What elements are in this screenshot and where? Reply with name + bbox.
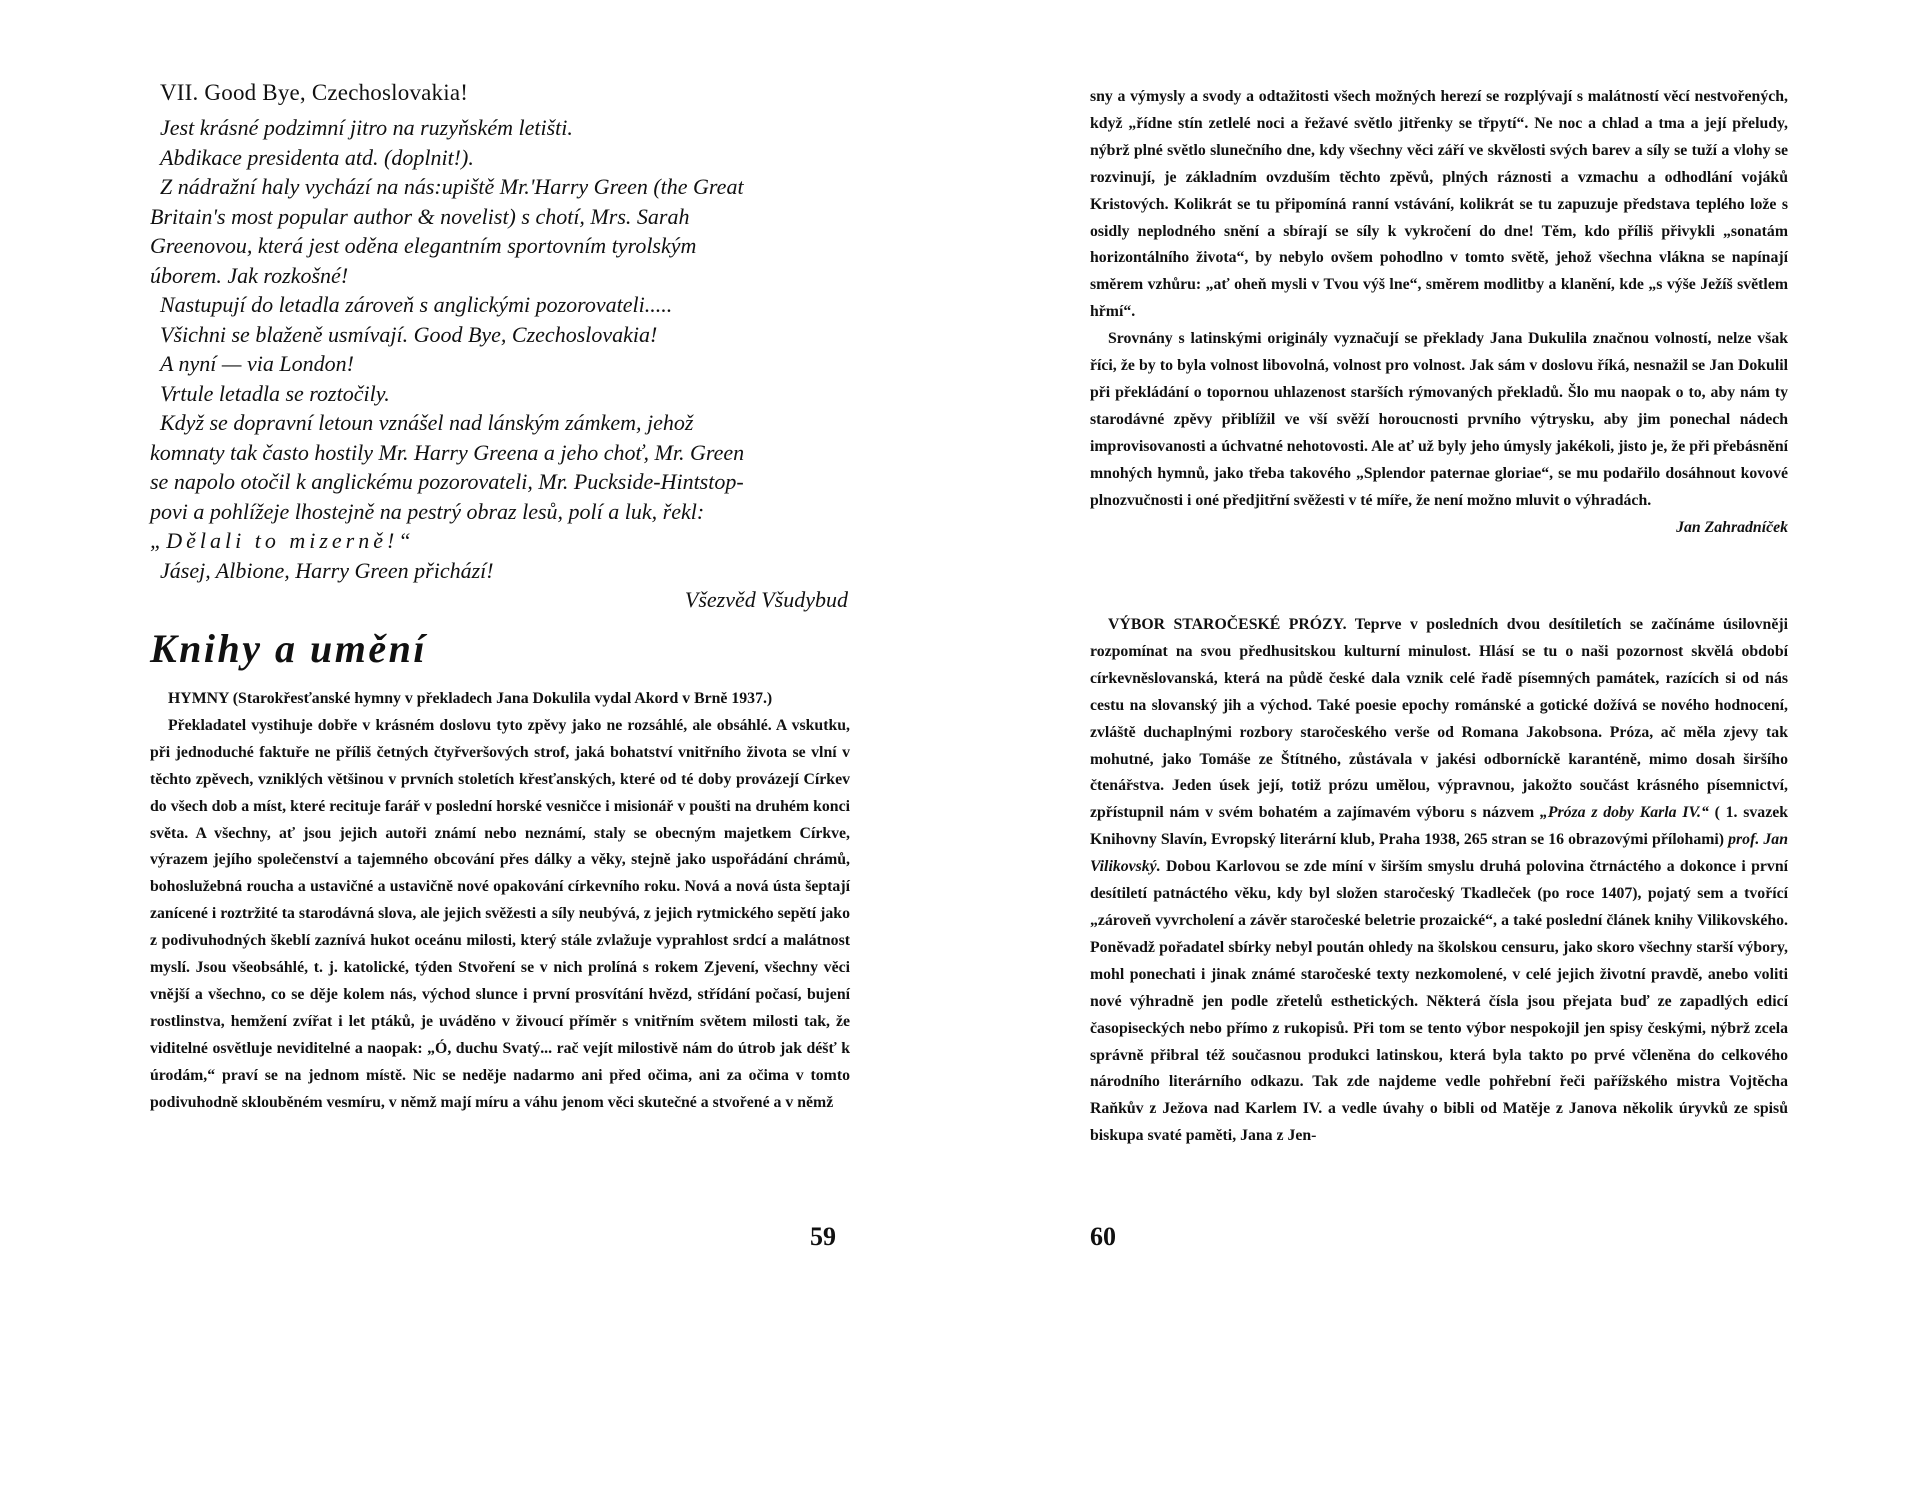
- review-hymny: [150, 686, 850, 1117]
- poem: [150, 113, 850, 615]
- review-text: VÝBOR STAROČESKÉ PRÓZY. Teprve v posledních dvou desítiletích se začínáme úsilovněji rozpomínat na svou předhusitskou kulturní minulost. Hlásí se tu o naši pozornost skvělá období církevněslovanská, která na půdě české dala vznik celé řadě písemných památek, razících si od nás cestu na slovanský jih a východ. Také poesie epochy románské a gotické dožívá se nového hodnocení, zvláště duchaplnými rozbory staročeského verše od Romana Jakobsona. Próza, ač měla zjevy tak mohutné, jako Tomáše ze Štítného, zůstávala v jakési odborníckě karanténě, mimo dosah širšího čtenářstva. Jeden úsek její, totiž prózu umělou, výpravnou, jakožto součást krásného písemnictví, zpřístupnil nám v svém bohatém a zajímavém výboru s názvem: [1090, 616, 1788, 822]
- review-vybor: [1090, 612, 1788, 1150]
- poem-line: se napolo otočil k anglickému pozorovateli, Mr. Puckside-Hintstop-: [150, 469, 744, 494]
- review-text: ( 1. svazek Knihovny Slavín, Evropský literární klub, Praha 1938, 265 stran se 16 obrazovými přílohami): [1090, 804, 1788, 849]
- review-title: HYMNY (Starokřesťanské hymny v překladech Jana Dokulila vydal Akord v Brně 1937.): [168, 690, 773, 707]
- left-page: [150, 0, 850, 1500]
- poem-line: povi a pohlížeje lhostejně na pestrý obraz lesů, polí a luk, řekl:: [150, 498, 705, 524]
- section-heading: Knihy a umění: [150, 626, 428, 671]
- poem-line: Vrtule letadla se roztočily.: [160, 380, 390, 406]
- review-paragraph: Srovnány s latinskými originály vyznačují se překlady Jana Dukulila značnou volností, nelze však říci, že by to byla volnost libovolná, volnost pro volnost. Jak sám v doslovu říká, nesnažil se Jan Dokulil při překládání o topornou uhlazenost starších rýmovaných překladů. Šlo mu naopak o to, aby nám ty starodávné zpěvy přiblížil ve vší svěží horoucnosti prvního výtrysku, aby jim ponechal nádech improvisovanosti a úchvatné nehotovosti. Ale ať už byly jeho úmysly jakékoli, jisto je, že při přebásnění mnohých hymnů, jako třeba takového „Splendor paternae gloriae“, se mu podařilo dosáhnout kovové plnozvučnosti i oné předjitřní svěžesti v té míře, že není možno mluvit o výhradách.: [1090, 330, 1788, 509]
- editor-name: prof. Jan Vilikovský.: [1090, 831, 1788, 876]
- review-paragraph: [1090, 612, 1788, 1150]
- review-text: Dobou Karlovou se zde míní v širším smyslu druhá polovina čtrnáctého a dokonce i první desítiletí patnáctého věku, kdy byl složen staročeský Tkadleček (po roce 1407), pojatý sem a tvořící „zároveň vyvrcholení a závěr staročeské beletrie prozaické“, a také poslední článek knihy Vilikovského. Poněvadž pořadatel sbírky nebyl poután ohledy na školskou censuru, jako skoro všechny starší výbory, mohl ponechati i jinak známé staročeské texty nezkomolené, v celé jejich životní pravdě, anebo voliti nové výhradně jen podle zřetelů esthetických. Některá čísla jsou přejata buď ze zapadlých edicí časopiseckých nebo přímo z rukopisů. Při tom se tento výbor nespokojil jen spisy českými, nýbrž zcela správně přibral též současnou produkci latinskou, která byla takto po prvé včleněna do celkového národního literárního odkazu. Tak zde najdeme vedle pohřební řeči pařížského mistra Vojtěcha Raňkův z Ježova nad Karlem IV. a vedle úvahy o bibli od Matěje z Janova několik úryvků ze spisů biskupa svaté paměti, Jana z Jen-: [1090, 858, 1788, 1145]
- poem-line: Nastupují do letadla zároveň s anglickými pozorovateli.....: [160, 292, 673, 317]
- poem-line: „Dělali to mizerně!“: [150, 528, 415, 553]
- book-title: „Próza z doby Karla IV.“: [1539, 804, 1709, 822]
- poem-line: Z nádražní haly vychází na nás:upiště Mr.'Harry Green (the Great: [160, 174, 744, 199]
- page-number: 59: [810, 1222, 836, 1251]
- poem-line: Jest krásné podzimní jitro na ruzyňském letišti.: [160, 115, 573, 140]
- poem-line: Britain's most popular author & novelist) s chotí, Mrs. Sarah: [150, 203, 690, 229]
- review-hymny-continued: [1090, 84, 1788, 541]
- right-page: [1090, 0, 1788, 1500]
- poem-line: Abdikace presidenta atd. (doplnit!).: [160, 144, 474, 170]
- poem-line: Všichni se blaženě usmívají. Good Bye, Czechoslovakia!: [160, 321, 658, 347]
- poem-line: Greenovou, která jest oděna elegantním sportovním tyrolským: [150, 233, 697, 258]
- review-paragraph: Překladatel vystihuje dobře v krásném doslovu tyto zpěvy jako ne rozsáhlé, ale obsáhlé. A vskutku, při jednoduché faktuře ne příliš četných čtyřveršových strof, jaká bohatství vnitřního života se vlní v těchto zpěvech, vzniklých většinou v prvních stoletích křesťanských, které od té doby provázejí Církev do všech dob a míst, které recituje farář v poslední horské vesničce i misionář v poušti na druhém konci světa. A všechny, ať jsou jejich autoři známí nebo neznámí, staly se obecným majetkem Církve, výrazem jejího společenství a tajemného obcování přes dálky a věky, stejně jako uspořádání chrámů, bohoslužebná roucha a ustavičné a ustavičně nové opakování církevního roku. Nová a nová ústa šeptají zanícené i roztržité ta starodávná slova, ale jejich svěžesti a síly neubývá, z jejich rytmického sepětí jako z podivuhodných škeblí zaznívá hukot oceánu milosti, který stále zvlažuje vyprahlost srdcí a malátnost myslí. Jsou všeobsáhlé, t. j. katolické, týden Stvoření se v nich prolíná s rokem Zjevení, všechny věci vnější a všechno, co se děje kolem nás, východ slunce i první prosvítání hvězd, střídání počasí, bujení rostlinstva, hemžení zvířat i let ptáků, je uváděno v živoucí příměr s vnitřním světem milosti tak, že viditelné osvětluje neviditelné a naopak: „Ó, duchu Svatý... rač vejít milostivě nám do útrob jak déšť k úrodám,“ praví se na jednom místě. Nic se neděje nadarmo ani před očima, ani za očima v tomto podivuhodně sklouběném vesmíru, v němž mají míru a váhu jenom věci skutečné a stvořené a v němž: [150, 716, 850, 1111]
- review-signature: Jan Zahradníček: [1676, 518, 1788, 536]
- poem-line: úborem. Jak rozkošné!: [150, 262, 349, 288]
- poem-line: Když se dopravní letoun vznášel nad lánským zámkem, jehož: [160, 410, 694, 435]
- poem-line: komnaty tak často hostily Mr. Harry Greena a jeho choť, Mr. Green: [150, 439, 745, 465]
- poem-line: Jásej, Albione, Harry Green přichází!: [160, 557, 494, 583]
- page-number: 60: [1090, 1222, 1116, 1251]
- poem-line: A nyní — via London!: [160, 351, 354, 376]
- poem-heading: VII. Good Bye, Czechoslovakia!: [160, 80, 469, 105]
- review-paragraph: sny a výmysly a svody a odtažitosti všech možných herezí se rozplývají s malátností věcí nestvořených, když „řídne stín zetlelé noci a řežavé světlo jitřenky se třpytí“. Ne noc a chlad a tma a její přeludy, nýbrž plné světlo slunečního dne, kdy všechny věci září ve skvělosti svých barev a síly se tuží a vlohy se rozvinují, je základním ovzduším těchto zpěvů, plných ráznosti a vzmachu a odhodlání vojáků Kristových. Kolikrát se tu připomíná ranní vstávání, kolikrát se tu zapuzuje představa teplého lože s osidly neplodného snění a sbírají se síly k vykročení do dne! Těm, kdo příliš přivykli „sonatám horizontálního života“, by nebylo ovšem pohodlno v tomto světě, jehož všechna vlákna se napínají směrem vzhůru: „ať oheň mysli v Tvou výš lne“, směrem modlitby a klanění, kde „s výše Ježíš světlem hřmí“.: [1090, 88, 1788, 321]
- poem-signature: Všezvěd Všudybud: [684, 587, 848, 612]
